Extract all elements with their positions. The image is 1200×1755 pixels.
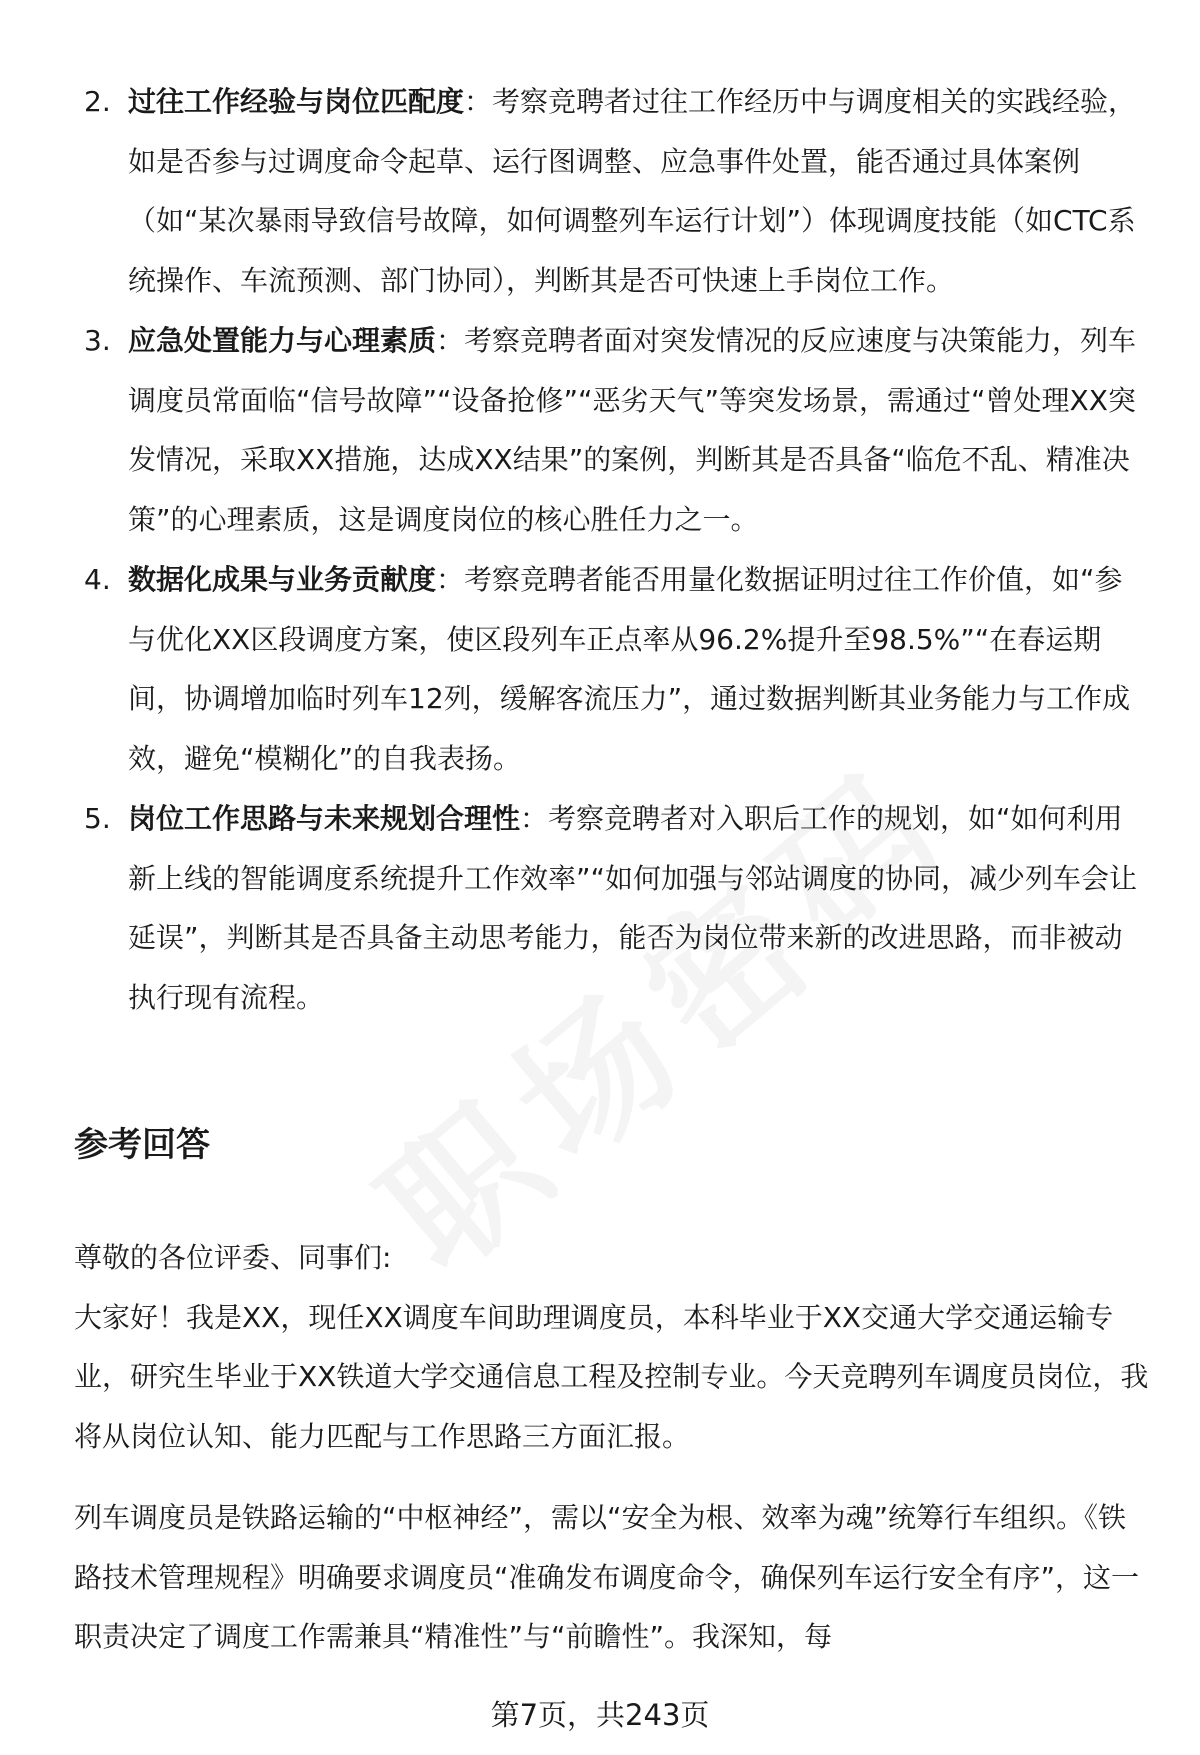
list-item: [0, 311, 1200, 549]
list-item-title: 岗位工作思路与未来规划合理性: [128, 802, 521, 835]
intro-paragraph: 大家好！我是XX，现任XX调度车间助理调度员，本科毕业于XX交通大学交通运输专业，研究生毕业于XX铁道大学交通信息工程及控制专业。今天竞聘列车调度员岗位，我将从岗位认知、能力匹配与工作思路三方面汇报。: [74, 1300, 1149, 1453]
section-heading: 参考回答: [74, 1125, 210, 1165]
list-item-number: 3.: [84, 324, 111, 357]
greeting-text: 尊敬的各位评委、同事们:: [74, 1241, 392, 1274]
list-item-number: 5.: [84, 802, 111, 835]
list-item: [0, 550, 1200, 788]
list-item-title: 数据化成果与业务贡献度: [128, 563, 437, 596]
list-item-text: ：考察竞聘者过往工作经历中与调度相关的实践经验，如是否参与过调度命令起草、运行图调整、应急事件处置，能否通过具体案例（如“某次暴雨导致信号故障，如何调整列车运行计划”）体现调度技能（如CTC系统操作、车流预测、部门协同），判断其是否可快速上手岗位工作。: [128, 85, 1137, 297]
body-paragraph: 列车调度员是铁路运输的“中枢神经”，需以“安全为根、效率为魂”统筹行车组织。《铁路技术管理规程》明确要求调度员“准确发布调度命令，确保列车运行安全有序”，这一职责决定了调度工作需兼具“精准性”与“前瞻性”。我深知，每: [74, 1501, 1140, 1653]
list-item: [0, 72, 1200, 310]
list-item: [0, 789, 1200, 1027]
list-item-text: ：考察竞聘者能否用量化数据证明过往工作价值，如“参与优化XX区段调度方案，使区段列车正点率从96.2%提升至98.5%”“在春运期间，协调增加临时列车12列，缓解客流压力”，通过数据判断其业务能力与工作成效，避免“模糊化”的自我表扬。: [128, 563, 1131, 775]
page-number-footer: 第7页，共243页: [490, 1698, 710, 1732]
list-item-number: 2.: [84, 85, 111, 118]
list-item-number: 4.: [84, 563, 111, 596]
list-item-text: ：考察竞聘者对入职后工作的规划，如“如何利用新上线的智能调度系统提升工作效率”“如何加强与邻站调度的协同，减少列车会让延误”，判断其是否具备主动思考能力，能否为岗位带来新的改进思路，而非被动执行现有流程。: [128, 802, 1138, 1014]
list-item-title: 应急处置能力与心理素质: [128, 324, 437, 357]
list-item-text: ：考察竞聘者面对突发情况的反应速度与决策能力，列车调度员常面临“信号故障”“设备抢修”“恶劣天气”等突发场景，需通过“曾处理XX突发情况，采取XX措施，达成XX结果”的案例，判断其是否具备“临危不乱、精准决策”的心理素质，这是调度岗位的核心胜任力之一。: [128, 324, 1137, 536]
criteria-list: [0, 72, 1200, 1028]
greeting-block: [74, 1228, 1154, 1466]
list-item-title: 过往工作经验与岗位匹配度: [128, 85, 465, 118]
